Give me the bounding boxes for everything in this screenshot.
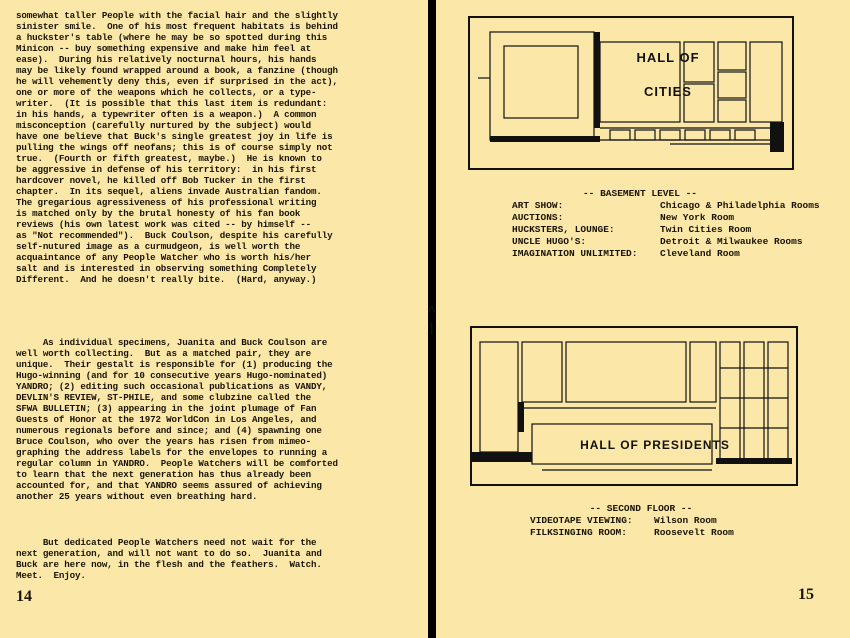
text-line: in his hands, a typewriter often is a weapon.) A common: [16, 109, 317, 120]
room-name: Detroit & Milwaukee Rooms: [660, 236, 803, 247]
room-name: Chicago & Philadelphia Rooms: [660, 200, 820, 211]
room-assignment-row: [512, 236, 820, 248]
room-function: UNCLE HUGO'S:: [512, 236, 587, 247]
room-assignment-row: [512, 212, 820, 224]
hall-of-presidents-label: HALL OF PRESIDENTS: [580, 438, 730, 452]
text-line: he will vehemently deny this, even if surprised in the act),: [16, 76, 338, 87]
text-line: Meet. Enjoy.: [16, 570, 86, 581]
room-assignment-row: [512, 224, 820, 236]
text-line: sinister smile. One of his most frequent habitats is behind: [16, 21, 338, 32]
basement-level-title: -- BASEMENT LEVEL --: [582, 188, 698, 199]
text-line: Hugo-winning (and for 10 consecutive years Hugo-nominated): [16, 370, 328, 381]
text-line: self-nutured image as a curmudgeon, is well worth the: [16, 241, 301, 252]
text-line: ease). During his relatively nocturnal hours, his hands: [16, 54, 317, 65]
room-assignment-row: [530, 515, 734, 527]
second-floor-plan: [470, 326, 798, 486]
text-line: one or more of the weapons which he collects, or a type-: [16, 87, 317, 98]
room-function: HUCKSTERS, LOUNGE:: [512, 224, 615, 235]
page-gutter: [428, 0, 436, 638]
text-line: salt and is interested in observing something Completely: [16, 263, 317, 274]
text-line: graphing the address labels for the envelopes to running a: [16, 447, 328, 458]
text-line: writer. (It is possible that this last item is redundant:: [16, 98, 328, 109]
paragraph-1: [16, 10, 416, 285]
hall-of-cities-label-1: HALL OF: [636, 50, 700, 65]
text-line: true. (Fourth or fifth greatest, maybe.) He is known to: [16, 153, 322, 164]
text-line: somewhat taller People with the facial hair and the slightly: [16, 10, 338, 21]
text-line: have one believe that Buck's single greatest joy in life is: [16, 131, 333, 142]
room-function: IMAGINATION UNLIMITED:: [512, 248, 638, 259]
page-number-left: 14: [16, 588, 32, 605]
margin-mark-2: |: [428, 322, 436, 336]
text-line: well worth collecting. But as a matched pair, they are: [16, 348, 311, 359]
second-plan-drawing: [472, 328, 796, 484]
text-line: as "Not recommended"). Buck Coulson, despite his carefully: [16, 230, 333, 241]
second-floor-room-list: [530, 515, 734, 539]
room-function: VIDEOTAPE VIEWING:: [530, 515, 633, 526]
text-line: acquaintance of any People Watcher who is worth his/her: [16, 252, 311, 263]
room-assignment-row: [530, 527, 734, 539]
room-name: Roosevelt Room: [654, 527, 734, 538]
text-line: unique. Their gestalt is responsible for (1) producing the: [16, 359, 333, 370]
text-line: may be likely found wrapped around a book, a fanzine (though: [16, 65, 338, 76]
page-number-right: 15: [798, 586, 814, 603]
paragraph-2: [16, 337, 416, 502]
text-line: numerous regionals before and since; and (4) spawning one: [16, 425, 322, 436]
basement-plan-drawing: [470, 18, 792, 168]
text-line: Bruce Coulson, who over the years has risen from mimeo-: [16, 436, 311, 447]
text-line: But dedicated People Watchers need not wait for the: [16, 537, 317, 548]
margin-mark-1: ʌ: [428, 302, 436, 316]
room-function: ART SHOW:: [512, 200, 564, 211]
text-line: hardcover novel, he killed off Bob Tucker in the first: [16, 175, 306, 186]
room-assignment-row: [512, 200, 820, 212]
text-line: another 25 years without even breathing hard.: [16, 491, 258, 502]
text-line: DEVLIN'S REVIEW, ST-PHILE, and some clubzine called the: [16, 392, 311, 403]
basement-floor-plan: [468, 16, 794, 170]
room-assignment-row: [512, 248, 820, 260]
text-line: Different. And he doesn't really bite. (Hard, anyway.): [16, 274, 317, 285]
basement-room-list: [512, 200, 820, 260]
text-line: YANDRO; (2) editing such occasional publications as VANDY,: [16, 381, 328, 392]
room-function: AUCTIONS:: [512, 212, 564, 223]
hall-of-cities-label-2: CITIES: [644, 84, 692, 99]
text-line: regular column in YANDRO. People Watchers will be comforted: [16, 458, 338, 469]
second-floor-title: -- SECOND FLOOR --: [589, 503, 693, 514]
text-line: to learn that the next generation has thus already been: [16, 469, 311, 480]
text-line: accounted for, and that YANDRO seems assured of achieving: [16, 480, 322, 491]
room-name: New York Room: [660, 212, 735, 223]
text-line: As individual specimens, Juanita and Buck Coulson are: [16, 337, 328, 348]
text-line: reviews (his own latest work was cited -- by himself --: [16, 219, 311, 230]
text-line: is matched only by the brutal honesty of his fan book: [16, 208, 301, 219]
text-line: Buck are here now, in the flesh and the feathers. Watch.: [16, 559, 322, 570]
text-line: misconception (carefully nurtured by the subject) would: [16, 120, 311, 131]
text-line: be aggressive in defense of his territory: in his first: [16, 164, 317, 175]
room-name: Cleveland Room: [660, 248, 740, 259]
room-function: FILKSINGING ROOM:: [530, 527, 627, 538]
text-line: next generation, and will not want to do so. Juanita and: [16, 548, 322, 559]
text-line: The gregarious agressiveness of his professional writing: [16, 197, 317, 208]
room-name: Twin Cities Room: [660, 224, 752, 235]
paragraph-3: [16, 537, 416, 581]
text-line: Guests of Honor at the 1972 WorldCon in Los Angeles, and: [16, 414, 317, 425]
text-line: SFWA BULLETIN; (3) appearing in the joint plumage of Fan: [16, 403, 317, 414]
text-line: a huckster's table (where he may be so spotted during this: [16, 32, 328, 43]
text-line: chapter. In its sequel, aliens invade Australian fandom.: [16, 186, 322, 197]
text-line: Minicon -- buy something expensive and make him feel at: [16, 43, 311, 54]
room-name: Wilson Room: [654, 515, 717, 526]
text-line: pulling the wings off neofans; this is of course simply not: [16, 142, 333, 153]
